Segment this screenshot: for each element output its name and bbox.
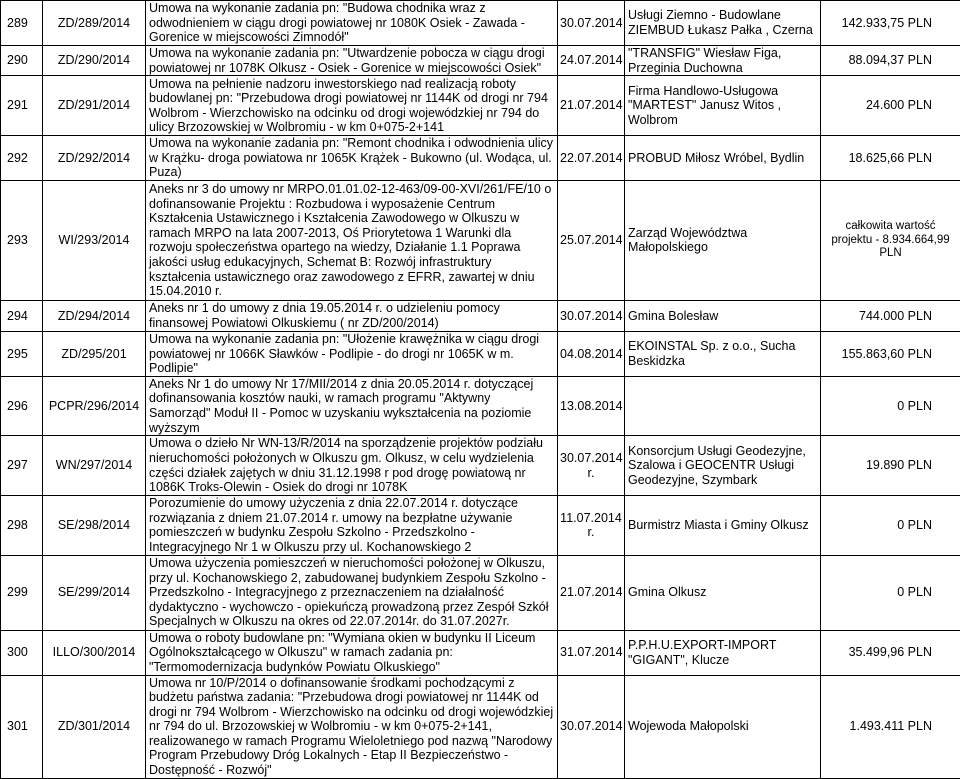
contract-amount: 0 PLN (821, 496, 960, 555)
contract-subject: Umowa nr 10/P/2014 o dofinansowanie środkami pochodzącymi z budżetu państwa zadania: "Przebudowa drogi powiatowej nr 1144K od drogi nr 794 Wolbrom - Wierzchowisko na odcinku od drogi wojewódzkiej nr 794 do ul. Brzozowskiej w Wolbromiu - w km 0+075-2+141, realizowanego w ramach Programu Wieloletniego pod nazwą "Narodowy Program Przebudowy Dróg Lokalnych - Etap II Bezpieczeństwo - Dostępność - Rozwój" (146, 675, 558, 778)
contract-amount: 1.493.411 PLN (821, 675, 960, 778)
contracts-table-body (1, 1, 960, 779)
contractor-name: Usługi Ziemno - Budowlane ZIEMBUD Łukasz Pałka , Czerna (625, 1, 821, 46)
contract-subject: Aneks Nr 1 do umowy Nr 17/MII/2014 z dnia 20.05.2014 r. dotyczącej dofinansowania kosztów nauki, w ramach programu "Aktywny Samorząd" Moduł II - Pomoc w uzyskaniu wykształcenia na poziomie wyższym (146, 376, 558, 435)
contract-date: 30.07.2014 (558, 1, 625, 46)
contract-row (1, 1, 960, 46)
contract-date: 13.08.2014 (558, 376, 625, 435)
contractor-name: Firma Handlowo-Usługowa "MARTEST" Janusz Witos , Wolbrom (625, 76, 821, 136)
contractor-name: EKOINSTAL Sp. z o.o., Sucha Beskidzka (625, 331, 821, 376)
contract-amount: 35.499,96 PLN (821, 630, 960, 675)
row-number: 294 (1, 300, 43, 331)
contract-date: 31.07.2014 (558, 630, 625, 675)
contractor-name: "TRANSFIG" Wiesław Figa, Przeginia Duchowna (625, 46, 821, 76)
contract-date: 30.07.2014 (558, 675, 625, 778)
row-number: 295 (1, 331, 43, 376)
row-number: 297 (1, 436, 43, 496)
contract-date: 21.07.2014 (558, 555, 625, 630)
contract-row (1, 630, 960, 675)
contractor-name: PROBUD Miłosz Wróbel, Bydlin (625, 136, 821, 181)
contract-row (1, 331, 960, 376)
contract-amount: 0 PLN (821, 555, 960, 630)
row-number: 296 (1, 376, 43, 435)
contract-signature: ILLO/300/2014 (43, 630, 146, 675)
contractor-name (625, 376, 821, 435)
row-number: 291 (1, 76, 43, 136)
row-number: 301 (1, 675, 43, 778)
contractor-name: Zarząd Województwa Małopolskiego (625, 180, 821, 300)
row-number: 292 (1, 136, 43, 181)
contract-date: 04.08.2014 (558, 331, 625, 376)
row-number: 289 (1, 1, 43, 46)
contract-signature: SE/299/2014 (43, 555, 146, 630)
contract-amount: 24.600 PLN (821, 76, 960, 136)
contract-signature: WI/293/2014 (43, 180, 146, 300)
contract-date: 11.07.2014 r. (558, 496, 625, 555)
contractor-name: Konsorcjum Usługi Geodezyjne, Szalowa i GEOCENTR Usługi Geodezyjne, Szymbark (625, 436, 821, 496)
contract-signature: ZD/301/2014 (43, 675, 146, 778)
contractor-name: Burmistrz Miasta i Gminy Olkusz (625, 496, 821, 555)
contract-signature: PCPR/296/2014 (43, 376, 146, 435)
contract-signature: SE/298/2014 (43, 496, 146, 555)
contract-amount: 155.863,60 PLN (821, 331, 960, 376)
contract-subject: Umowa użyczenia pomieszczeń w nieruchomości położonej w Olkuszu, przy ul. Kochanowskiego 2, zabudowanej budynkiem Zespołu Szkolno - Przedszkolno - Integracyjnego z przeznaczeniem na działalność dydaktyczno - wychowczo - opiekuńczą prowadzoną przez Zespół Szkół Specjalnych w Olkuszu na okres od 22.07.2014r. do 31.07.2027r. (146, 555, 558, 630)
contract-row (1, 436, 960, 496)
row-number: 293 (1, 180, 43, 300)
contract-amount: 744.000 PLN (821, 300, 960, 331)
contractor-name: P.P.H.U.EXPORT-IMPORT "GIGANT", Klucze (625, 630, 821, 675)
contract-amount: całkowita wartość projektu - 8.934.664,99 PLN (821, 180, 960, 300)
contract-date: 30.07.2014 (558, 300, 625, 331)
contract-row (1, 555, 960, 630)
contract-date: 30.07.2014 r. (558, 436, 625, 496)
contract-row (1, 675, 960, 778)
contract-row (1, 180, 960, 300)
contract-signature: ZD/295/201 (43, 331, 146, 376)
contract-date: 22.07.2014 (558, 136, 625, 181)
contract-date: 25.07.2014 (558, 180, 625, 300)
contract-subject: Umowa na wykonanie zadania pn: "Remont chodnika i odwodnienia ulicy w Krążku- droga powiatowa nr 1065K Krążek - Bukowno (ul. Wodąca, ul. Puza) (146, 136, 558, 181)
contract-subject: Umowa o dzieło Nr WN-13/R/2014 na sporządzenie projektów podziału nieruchomości położonych w Olkuszu gm. Olkusz, w celu wydzielenia części działek zajętych w dniu 31.12.1998 r pod drogę powiatową nr 1086K Troks-Olewin - Osiek do drogi nr 1078K (146, 436, 558, 496)
contract-subject: Porozumienie do umowy użyczenia z dnia 22.07.2014 r. dotyczące rozwiązania z dniem 21.07.2014 r. umowy na bezpłatne używanie pomieszczeń w budynku Zespołu Szkolno - Przedszkolno - Integracyjnego Nr 1 w Olkuszu przy ul. Kochanowskiego 2 (146, 496, 558, 555)
row-number: 290 (1, 46, 43, 76)
contract-amount: 88.094,37 PLN (821, 46, 960, 76)
contract-date: 21.07.2014 (558, 76, 625, 136)
contract-row (1, 496, 960, 555)
row-number: 298 (1, 496, 43, 555)
contract-subject: Aneks nr 1 do umowy z dnia 19.05.2014 r. o udzieleniu pomocy finansowej Powiatowi Olkuskiemu ( nr ZD/200/2014) (146, 300, 558, 331)
contractor-name: Gmina Olkusz (625, 555, 821, 630)
contract-subject: Umowa na pełnienie nadzoru inwestorskiego nad realizacją roboty budowlanej pn: "Przebudowa drogi powiatowej nr 1144K od drogi nr 794 Wolbrom - Wierzchowisko na odcinku od drogi wojewódzkiej nr 794 do ulicy Brzozowskiej w Wolbromiu - w km 0+075-2+141 (146, 76, 558, 136)
contract-row (1, 376, 960, 435)
contract-subject: Umowa na wykonanie zadania pn: "Utwardzenie pobocza w ciągu drogi powiatowej nr 1078K Olkusz - Osiek - Gorenice w miejscowości Osiek" (146, 46, 558, 76)
contract-row (1, 76, 960, 136)
contract-row (1, 136, 960, 181)
contract-signature: ZD/289/2014 (43, 1, 146, 46)
contractor-name: Wojewoda Małopolski (625, 675, 821, 778)
contract-row (1, 300, 960, 331)
row-number: 300 (1, 630, 43, 675)
contract-subject: Aneks nr 3 do umowy nr MRPO.01.01.02-12-463/09-00-XVI/261/FE/10 o dofinansowanie Projektu : Rozbudowa i wyposażenie Centrum Kształcenia Ustawicznego i Kształcenia Zawodowego w Olkuszu w ramach MRPO na lata 2007-2013, Oś Priorytetowa 1 Warunki dla rozwoju społeczeństwa opartego na wiedzy, Działanie 1.1 Poprawa jakości usług edukacyjnych, Schemat B: Rozwój infrastruktury kształcenia ustawicznego oraz zawodowego z EFRR, zawartej w dniu 15.04.2010 r. (146, 180, 558, 300)
contract-signature: ZD/294/2014 (43, 300, 146, 331)
contract-signature: ZD/290/2014 (43, 46, 146, 76)
contract-signature: ZD/292/2014 (43, 136, 146, 181)
contract-signature: ZD/291/2014 (43, 76, 146, 136)
contract-subject: Umowa na wykonanie zadania pn: "Budowa chodnika wraz z odwodnieniem w ciągu drogi powiatowej nr 1080K Osiek - Zawada - Gorenice w miejscowości Zimnodół" (146, 1, 558, 46)
contract-signature: WN/297/2014 (43, 436, 146, 496)
contract-date: 24.07.2014 (558, 46, 625, 76)
contract-row (1, 46, 960, 76)
contract-amount: 18.625,66 PLN (821, 136, 960, 181)
row-number: 299 (1, 555, 43, 630)
contract-subject: Umowa o roboty budowlane pn: "Wymiana okien w budynku II Liceum Ogólnokształcącego w Olkuszu" w ramach zadania pn: "Termomodernizacja budynków Powiatu Olkuskiego" (146, 630, 558, 675)
contract-amount: 0 PLN (821, 376, 960, 435)
contract-subject: Umowa na wykonanie zadania pn: "Ułożenie krawężnika w ciągu drogi powiatowej nr 1066K Sławków - Podlipie - do drogi nr 1065K w m. Podlipie" (146, 331, 558, 376)
contractor-name: Gmina Bolesław (625, 300, 821, 331)
contract-amount: 142.933,75 PLN (821, 1, 960, 46)
contract-amount: 19.890 PLN (821, 436, 960, 496)
